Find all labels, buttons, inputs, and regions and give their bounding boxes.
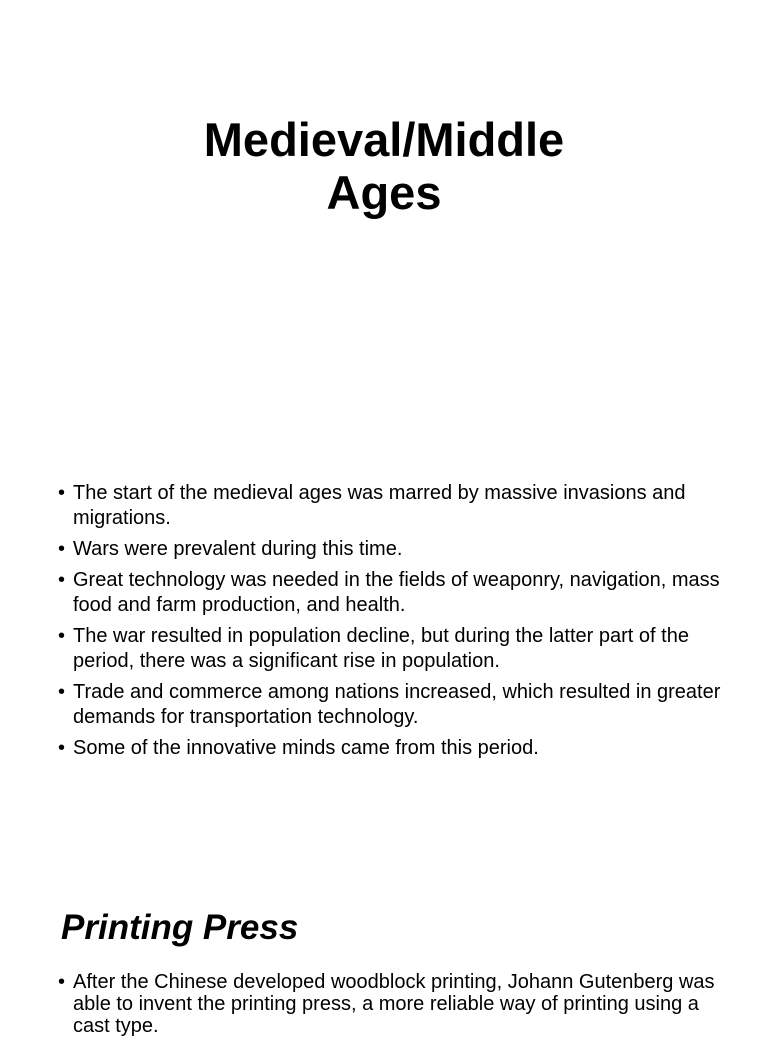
list-item <box>58 537 728 562</box>
bullet-list-printing-press <box>58 971 728 1037</box>
section-title: Printing Press <box>61 908 299 947</box>
page-title <box>0 113 768 219</box>
bullet-text: After the Chinese developed woodblock printing, Johann Gutenberg was able to invent the printing press, a more reliable way of printing using a cast type. <box>73 971 715 1037</box>
list-item <box>58 971 728 1037</box>
bullet-text: The start of the medieval ages was marred by massive invasions and migrations. <box>73 482 686 529</box>
bullet-icon: • <box>58 737 66 759</box>
bullet-text: Great technology was needed in the fields of weaponry, navigation, mass food and farm production, and health. <box>73 569 720 616</box>
bullet-icon: • <box>58 971 66 993</box>
bullet-icon: • <box>58 681 66 703</box>
list-item <box>58 736 728 761</box>
bullet-icon: • <box>58 569 66 591</box>
list-item <box>58 680 728 730</box>
list-item <box>58 624 728 674</box>
title-line-2: Ages <box>326 166 442 219</box>
list-item <box>58 481 728 531</box>
bullet-text: The war resulted in population decline, but during the latter part of the period, there was a significant rise in population. <box>73 625 689 672</box>
bullet-text: Wars were prevalent during this time. <box>73 538 403 560</box>
title-line-1: Medieval/Middle <box>203 113 565 166</box>
bullet-list <box>58 481 728 767</box>
bullet-icon: • <box>58 538 66 560</box>
bullet-icon: • <box>58 482 66 504</box>
list-item <box>58 568 728 618</box>
bullet-text: Trade and commerce among nations increased, which resulted in greater demands for transportation technology. <box>73 681 721 728</box>
bullet-text: Some of the innovative minds came from this period. <box>73 737 539 759</box>
bullet-icon: • <box>58 625 66 647</box>
